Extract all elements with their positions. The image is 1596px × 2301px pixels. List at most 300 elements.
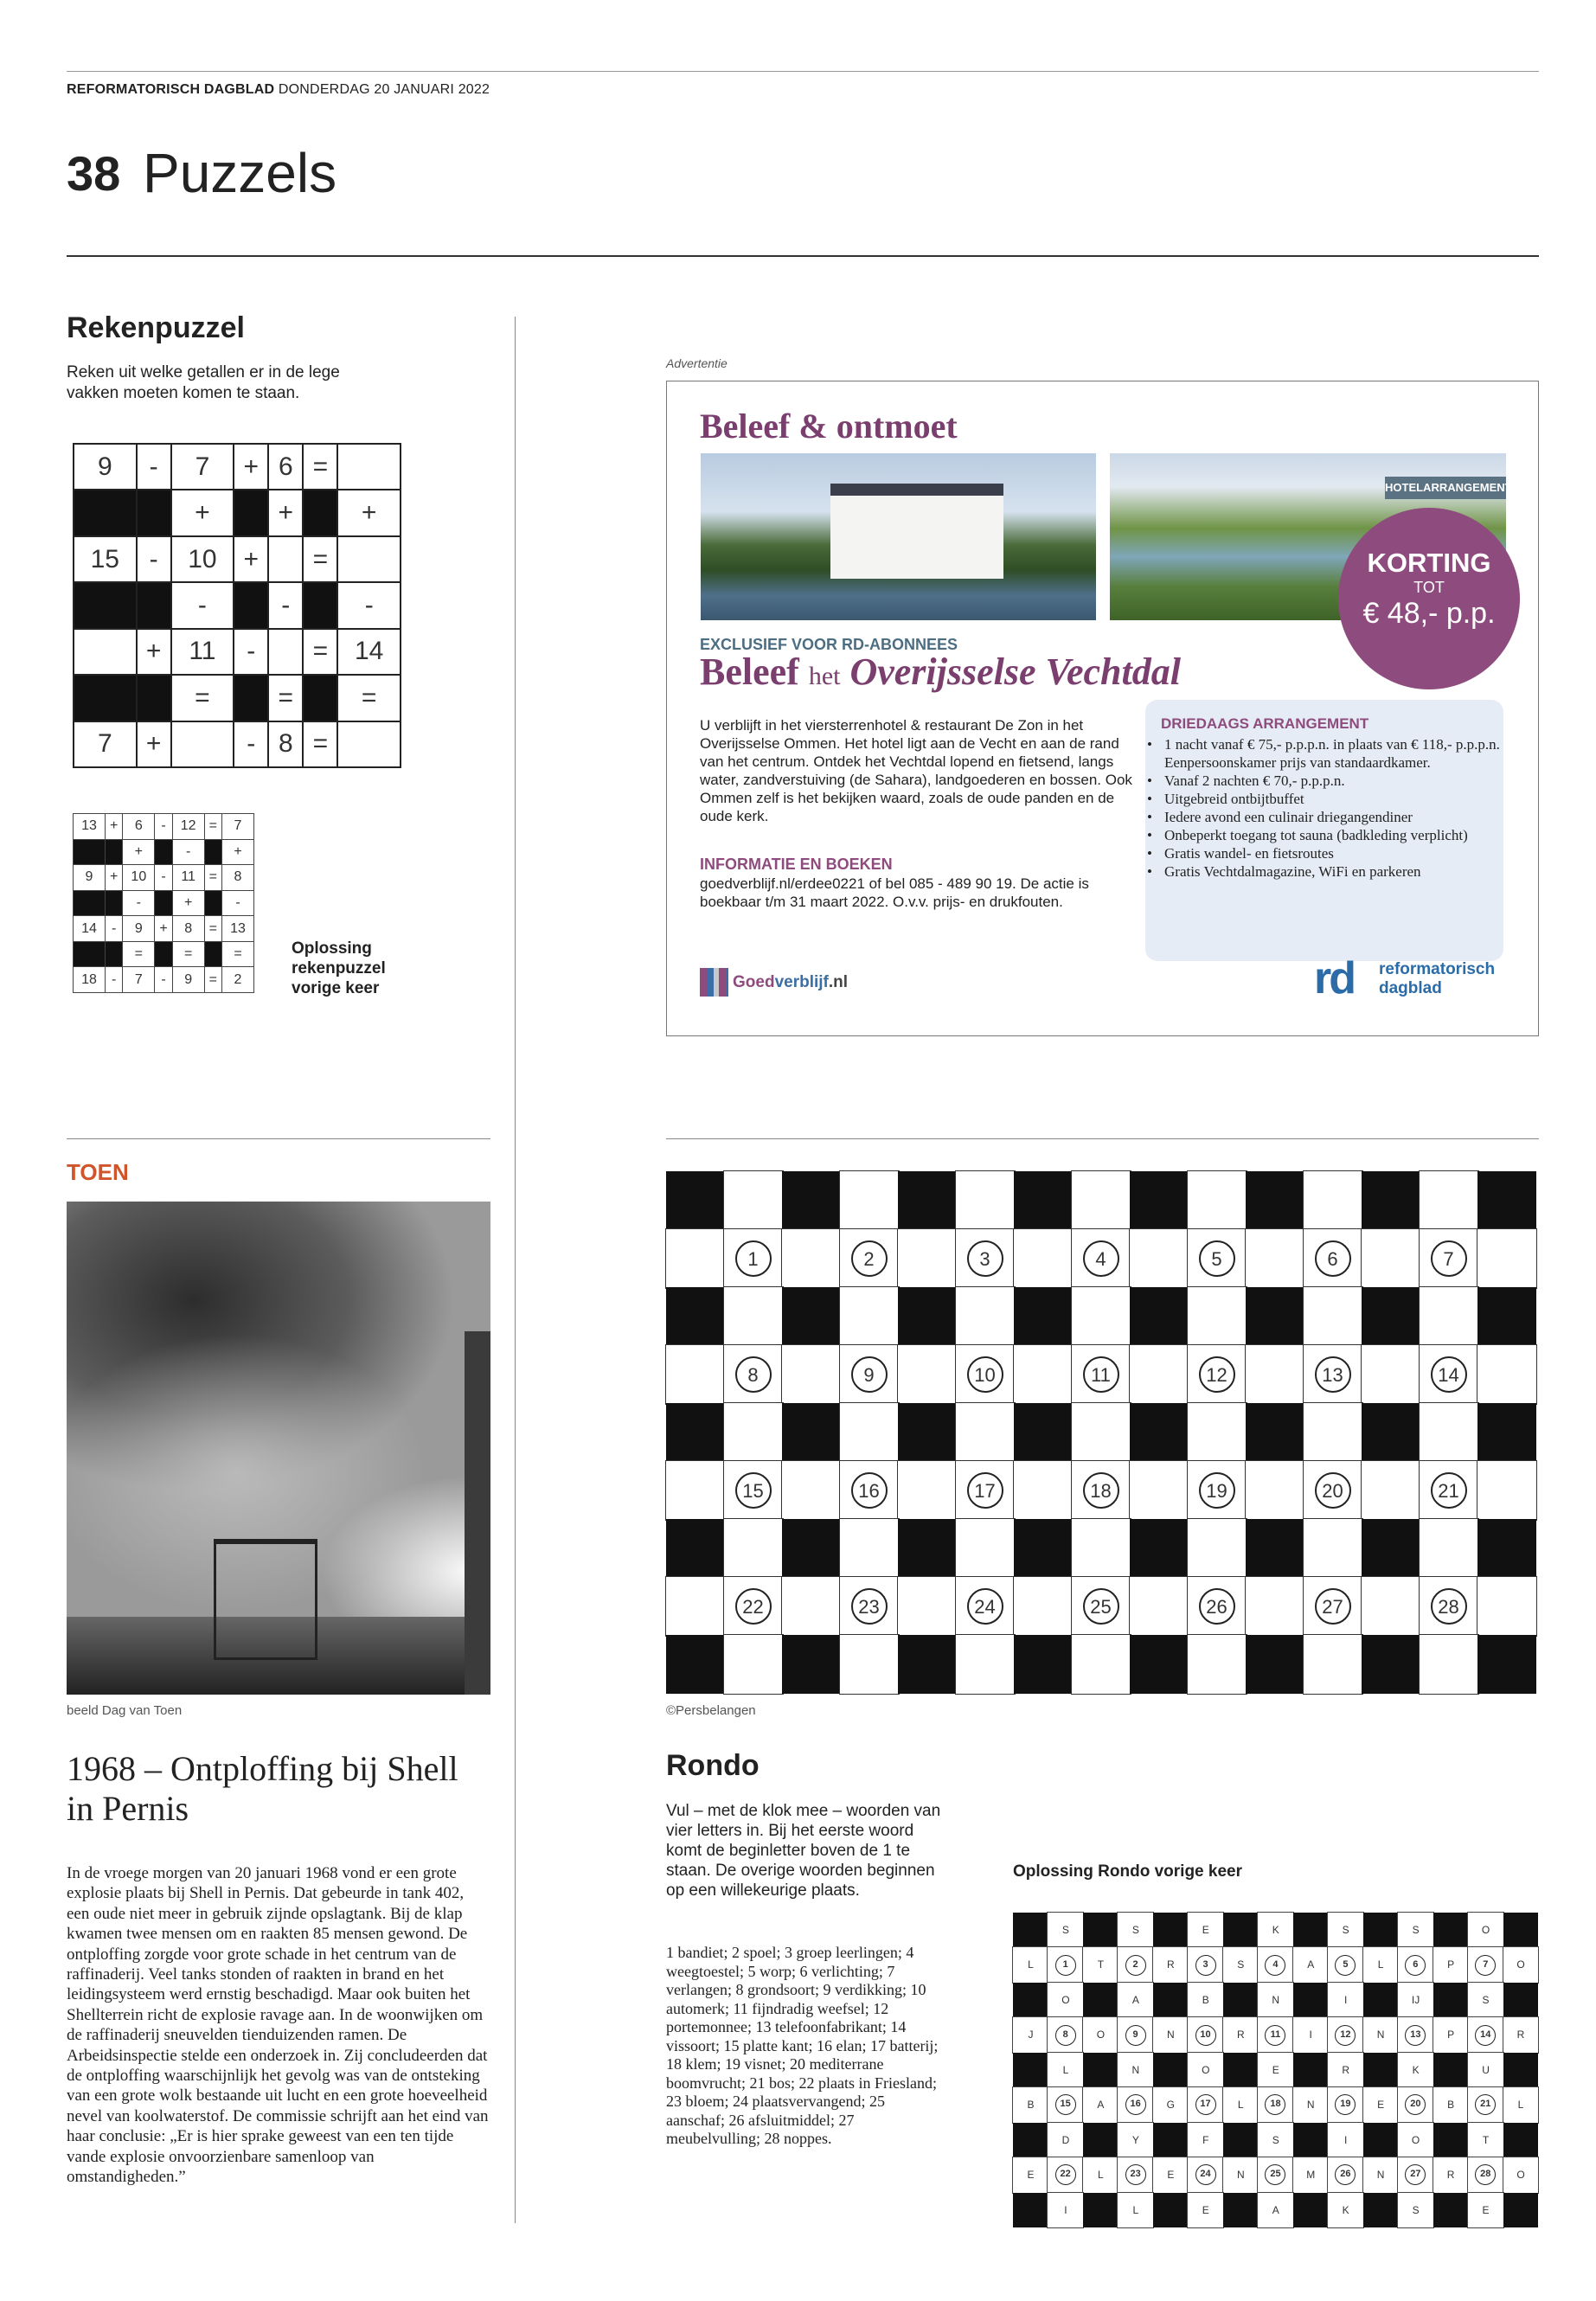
solution-number: 28 <box>1475 2164 1496 2185</box>
solution-cell: O <box>1468 1913 1503 1948</box>
grid-cell: - <box>105 967 122 993</box>
page-number: 38 <box>67 146 121 201</box>
grid-cell: = <box>204 916 221 942</box>
advert[interactable] <box>666 381 1539 1036</box>
black-cell <box>1293 2053 1329 2088</box>
rondo-number: 26 <box>1199 1588 1235 1625</box>
rondo-cell[interactable] <box>1130 1229 1189 1288</box>
grid-row <box>74 941 254 967</box>
black-cell <box>666 1287 725 1346</box>
black-cell <box>782 1287 841 1346</box>
grid-cell: 11 <box>172 865 204 891</box>
rondo-number: 23 <box>851 1588 888 1625</box>
black-cell <box>1223 2053 1259 2088</box>
black-cell <box>1362 1171 1420 1230</box>
solution-cell <box>1048 2017 1083 2053</box>
solution-cell: E <box>1468 2193 1503 2228</box>
black-cell <box>1503 1913 1539 1948</box>
rondo-credit: ©Persbelangen <box>666 1703 756 1718</box>
solution-cell: A <box>1258 2193 1293 2228</box>
rondo-cell[interactable] <box>1420 1403 1478 1462</box>
rondo-cell[interactable] <box>1246 1345 1304 1404</box>
empty-cell[interactable] <box>268 629 303 675</box>
solution-cell: O <box>1083 2017 1118 2053</box>
rondo-cell[interactable] <box>1014 1461 1073 1520</box>
solution-cell: N <box>1223 2157 1259 2193</box>
rondo-cell[interactable] <box>1304 1171 1362 1230</box>
black-cell <box>105 839 122 865</box>
black-cell <box>74 582 137 628</box>
solution-cell: L <box>1118 2193 1153 2228</box>
solution-cell <box>1468 2087 1503 2123</box>
grid-cell: = <box>172 941 204 967</box>
rondo-cell[interactable] <box>1072 1519 1131 1578</box>
solution-cell <box>1328 2017 1363 2053</box>
solution-cell <box>1328 2157 1363 2193</box>
black-cell <box>1433 2123 1469 2158</box>
solution-cell <box>1118 2017 1153 2053</box>
rondo-number: 18 <box>1083 1472 1119 1509</box>
black-cell <box>204 941 221 967</box>
rondo-number: 9 <box>851 1356 888 1393</box>
solution-cell <box>1118 2087 1153 2123</box>
empty-cell[interactable] <box>337 536 401 582</box>
grid-cell: 9 <box>172 967 204 993</box>
solution-number: 18 <box>1265 2094 1285 2115</box>
rondo-number: 20 <box>1315 1472 1351 1509</box>
rondo-cell[interactable] <box>1246 1229 1304 1288</box>
black-cell <box>666 1635 725 1694</box>
solution-number: 23 <box>1125 2164 1146 2185</box>
arrangement-item: • Iedere avond een culinair driegangendiner <box>1164 808 1503 826</box>
grid-cell: = <box>337 675 401 721</box>
rondo-cell[interactable] <box>1072 1287 1131 1346</box>
rondo-cell[interactable] <box>1477 1229 1536 1288</box>
rondo-cell[interactable] <box>1362 1461 1420 1520</box>
rondo-cell[interactable] <box>782 1577 841 1636</box>
black-cell <box>1153 2193 1189 2228</box>
rondo-cell[interactable] <box>956 1519 1015 1578</box>
black-cell <box>1362 1287 1420 1346</box>
black-cell <box>234 582 268 628</box>
black-cell <box>898 1635 957 1694</box>
rondo-cell[interactable] <box>666 1345 725 1404</box>
grid-cell: 14 <box>74 916 106 942</box>
solution-cell: N <box>1293 2087 1329 2123</box>
rondo-cell[interactable] <box>666 1229 725 1288</box>
solution-number: 5 <box>1335 1955 1356 1976</box>
solution-cell: I <box>1328 2123 1363 2158</box>
rondo-cell[interactable] <box>1072 1635 1131 1694</box>
logo-goed: Goed <box>733 973 775 991</box>
empty-cell[interactable] <box>337 444 401 490</box>
rondo-cell[interactable] <box>1130 1577 1189 1636</box>
solution-cell: K <box>1328 2193 1363 2228</box>
rondo-cell[interactable] <box>1014 1229 1073 1288</box>
black-cell <box>1246 1519 1304 1578</box>
rondo-cell[interactable] <box>1014 1345 1073 1404</box>
rondo-cell[interactable] <box>1130 1461 1189 1520</box>
rondo-cell[interactable] <box>782 1345 841 1404</box>
solution-number: 16 <box>1125 2094 1146 2115</box>
black-cell <box>1014 1171 1073 1230</box>
solution-cell: O <box>1503 2157 1539 2193</box>
rondo-grid[interactable] <box>666 1171 1535 1693</box>
black-cell <box>1363 1983 1399 2018</box>
grid-cell: 10 <box>171 536 234 582</box>
solution-cell: I <box>1293 2017 1329 2053</box>
rondo-cell[interactable] <box>782 1229 841 1288</box>
grid-cell: 7 <box>123 967 155 993</box>
korting-badge <box>1338 508 1520 689</box>
grid-cell: - <box>234 721 268 767</box>
black-cell <box>666 1519 725 1578</box>
solution-cell: O <box>1188 2053 1223 2088</box>
grid-cell: 9 <box>74 444 137 490</box>
rondo-number: 24 <box>967 1588 1003 1625</box>
solution-cell: T <box>1468 2123 1503 2158</box>
empty-cell[interactable] <box>171 721 234 767</box>
badge-tot: TOT <box>1413 579 1445 596</box>
black-cell <box>1363 2053 1399 2088</box>
rondo-cell[interactable] <box>1072 1171 1131 1230</box>
rondo-cell[interactable] <box>840 1287 899 1346</box>
black-cell <box>1433 2053 1469 2088</box>
grid-cell: 7 <box>221 814 253 840</box>
solution-cell: S <box>1048 1913 1083 1948</box>
rondo-cell[interactable] <box>956 1635 1015 1694</box>
solution-cell: R <box>1328 2053 1363 2088</box>
rondo-number: 2 <box>851 1240 888 1277</box>
black-cell <box>1013 1913 1048 1948</box>
solution-cell: E <box>1153 2157 1189 2193</box>
black-cell <box>1503 2123 1539 2158</box>
black-cell <box>1363 2193 1399 2228</box>
empty-cell[interactable] <box>268 536 303 582</box>
solution-cell: O <box>1503 1947 1539 1983</box>
grid-row <box>74 490 401 535</box>
rondo-cell[interactable] <box>1246 1577 1304 1636</box>
rondo-cell[interactable] <box>898 1577 957 1636</box>
solution-cell: O <box>1398 2123 1433 2158</box>
black-cell <box>1130 1519 1189 1578</box>
solution-cell: R <box>1223 2017 1259 2053</box>
solution-cell: S <box>1398 2193 1433 2228</box>
solution-cell <box>1468 1947 1503 1983</box>
solution-number: 1 <box>1055 1955 1076 1976</box>
arrangement-item: • Uitgebreid ontbijtbuffet <box>1164 790 1503 808</box>
rd-logo-text <box>1379 960 1495 998</box>
black-cell <box>204 839 221 865</box>
rondo-number: 4 <box>1083 1240 1119 1277</box>
grid-cell: 14 <box>337 629 401 675</box>
rondo-number: 25 <box>1083 1588 1119 1625</box>
toen-article: In de vroege morgen van 20 januari 1968 vond er een grote explosie plaats bij Shell in Pernis. Dat gebeurde in tank 402, een oude niet meer in gebruik zijnde opslagtank. Bij de klap kwamen twee mensen om en raakten 85 mensen gewond. De ontploffing zorgde voor grote schade in het centrum van de raffinaderij. Veel tanks stonden of raakten in brand en het leidingsysteem werd ernstig beschadigd. Maar ook buiten het Shellterrein richt de explosie ravage aan. In de woonwijken om de raffinaderij sneuvelden tienduizenden ramen. De Arbeidsinspectie stelde een onderzoek in. Zij concludeerden dat de ontploffing waarschijnlijk het gevolg was van de ontsteking van een grote wolk bestaande uit lucht en een grote hoeveelheid nevel van koolwaterstof. De commissie schrijft aan het eind van haar conclusie: „Er is hier sprake geweest van een ten tijde vande explosie onvoorzienbare samenloop van omstandigheden.” <box>67 1864 489 2187</box>
rondo-cell[interactable] <box>1188 1287 1247 1346</box>
solution-number: 14 <box>1475 2025 1496 2046</box>
empty-cell[interactable] <box>337 721 401 767</box>
rondo-cell[interactable] <box>1420 1519 1478 1578</box>
grid-cell: = <box>171 675 234 721</box>
black-cell <box>1130 1635 1189 1694</box>
black-cell <box>1433 1983 1469 2018</box>
solution-cell: D <box>1048 2123 1083 2158</box>
grid-cell: 10 <box>123 865 155 891</box>
solution-number: 7 <box>1475 1955 1496 1976</box>
hotel-photo <box>701 453 1096 620</box>
grid-cell: + <box>155 916 172 942</box>
solution-cell: S <box>1468 1983 1503 2018</box>
sub-vechtdal: Overijsselse Vechtdal <box>849 651 1181 693</box>
grid-cell: + <box>337 490 401 535</box>
black-cell <box>234 490 268 535</box>
grid-cell: 11 <box>171 629 234 675</box>
solution-cell: B <box>1013 2087 1048 2123</box>
solution-cell: K <box>1258 1913 1293 1948</box>
black-cell <box>137 490 171 535</box>
rondo-cell[interactable] <box>1188 1635 1247 1694</box>
empty-cell[interactable] <box>74 629 137 675</box>
rondo-number: 12 <box>1199 1356 1235 1393</box>
black-cell <box>1014 1287 1073 1346</box>
solution-cell <box>1258 2017 1293 2053</box>
rondo-cell[interactable] <box>1188 1519 1247 1578</box>
grid-cell: - <box>137 444 171 490</box>
rondo-number: 27 <box>1315 1588 1351 1625</box>
rondo-title: Rondo <box>666 1749 760 1782</box>
black-cell <box>1433 2193 1469 2228</box>
rondo-cell[interactable] <box>1304 1519 1362 1578</box>
arrangement-box <box>1145 700 1503 961</box>
rondo-cell[interactable] <box>1304 1635 1362 1694</box>
solution-cell: N <box>1363 2017 1399 2053</box>
black-cell <box>105 890 122 916</box>
black-cell <box>782 1171 841 1230</box>
rondo-cell[interactable] <box>1304 1287 1362 1346</box>
grid-cell: 9 <box>74 865 106 891</box>
rondo-cell[interactable] <box>1420 1635 1478 1694</box>
grid-cell: - <box>137 536 171 582</box>
rondo-cell[interactable] <box>1246 1461 1304 1520</box>
toen-label: TOEN <box>67 1159 129 1185</box>
issue-date: DONDERDAG 20 JANUARI 2022 <box>278 82 490 97</box>
arrangement-title: DRIEDAAGS ARRANGEMENT <box>1161 715 1369 732</box>
black-cell <box>1014 1519 1073 1578</box>
advert-subheadline <box>700 650 1181 694</box>
grid-cell: = <box>303 721 337 767</box>
rondo-cell[interactable] <box>1188 1171 1247 1230</box>
rondo-cell[interactable] <box>666 1461 725 1520</box>
rondo-cell[interactable] <box>840 1403 899 1462</box>
black-cell <box>1477 1635 1536 1694</box>
rondo-cell[interactable] <box>1420 1287 1478 1346</box>
grid-cell: = <box>123 941 155 967</box>
advert-exclusive: EXCLUSIEF VOOR RD-ABONNEES <box>700 636 958 653</box>
solution-number: 20 <box>1405 2094 1426 2115</box>
black-cell <box>1503 2053 1539 2088</box>
solution-cell: A <box>1118 1983 1153 2018</box>
black-cell <box>898 1403 957 1462</box>
rondo-cell[interactable] <box>1304 1403 1362 1462</box>
rondo-cell[interactable] <box>724 1519 783 1578</box>
rondo-cell[interactable] <box>1014 1577 1073 1636</box>
rondo-cell[interactable] <box>1420 1171 1478 1230</box>
black-cell <box>1013 2053 1048 2088</box>
solution-cell: A <box>1083 2087 1118 2123</box>
solution-cell: L <box>1048 2053 1083 2088</box>
rondo-cell[interactable] <box>724 1635 783 1694</box>
rondo-number: 21 <box>1431 1472 1467 1509</box>
rondo-intro: Vul – met de klok mee – woorden van vier letters in. Bij het eerste woord komt de beginletter boven de 1 te staan. De overige woorden beginnen op een willekeurige plaats. <box>666 1802 941 1900</box>
solution-cell <box>1398 2087 1433 2123</box>
black-cell <box>105 941 122 967</box>
rondo-cell[interactable] <box>840 1171 899 1230</box>
solution-number: 6 <box>1405 1955 1426 1976</box>
solution-cell: B <box>1433 2087 1469 2123</box>
rekenpuzzel-grid[interactable] <box>73 443 401 768</box>
solution-number: 19 <box>1335 2094 1356 2115</box>
solution-cell: E <box>1013 2157 1048 2193</box>
solution-cell: N <box>1118 2053 1153 2088</box>
solution-cell <box>1188 2087 1223 2123</box>
solution-cell: B <box>1188 1983 1223 2018</box>
solution-cell: L <box>1363 1947 1399 1983</box>
solution-cell: U <box>1468 2053 1503 2088</box>
grid-cell: 6 <box>268 444 303 490</box>
grid-cell: = <box>221 941 253 967</box>
grid-row <box>74 814 254 840</box>
rondo-cell[interactable] <box>1362 1345 1420 1404</box>
rondo-cell[interactable] <box>840 1635 899 1694</box>
paper-name: REFORMATORISCH DAGBLAD <box>67 82 275 97</box>
advert-label: Advertentie <box>666 356 727 370</box>
grid-cell: - <box>155 865 172 891</box>
grid-cell: - <box>123 890 155 916</box>
solution-cell: N <box>1363 2157 1399 2193</box>
black-cell <box>1223 1983 1259 2018</box>
rondo-cell[interactable] <box>782 1461 841 1520</box>
black-cell <box>1130 1171 1189 1230</box>
solution-cell: N <box>1153 2017 1189 2053</box>
solution-cell <box>1258 2087 1293 2123</box>
arrangement-item: • 1 nacht vanaf € 75,- p.p.p.n. in plaats van € 118,- p.p.p.n. Eenpersoonskamer prijs van standaardkamer. <box>1164 735 1503 772</box>
grid-row <box>74 582 401 628</box>
rondo-cell[interactable] <box>1130 1345 1189 1404</box>
rondo-cell[interactable] <box>840 1519 899 1578</box>
solution-number: 12 <box>1335 2025 1356 2046</box>
black-cell <box>303 490 337 535</box>
black-cell <box>1503 2193 1539 2228</box>
grid-row <box>74 675 401 721</box>
rondo-cell[interactable] <box>1362 1229 1420 1288</box>
grid-cell: 12 <box>172 814 204 840</box>
grid-cell: + <box>268 490 303 535</box>
grid-cell: - <box>155 814 172 840</box>
grid-row <box>74 839 254 865</box>
advert-info-body[interactable]: goedverblijf.nl/erdee0221 of bel 085 - 489 90 19. De actie is boekbaar t/m 31 maart 2022. O.v.v. prijs- en drukfouten. <box>700 875 1089 910</box>
rondo-cell[interactable] <box>724 1171 783 1230</box>
black-cell <box>1153 2123 1189 2158</box>
black-cell <box>782 1403 841 1462</box>
grid-cell: + <box>105 865 122 891</box>
solution-cell <box>1118 1947 1153 1983</box>
rondo-cell[interactable] <box>1072 1403 1131 1462</box>
arrangement-item: • Onbeperkt toegang tot sauna (badkleding verplicht) <box>1164 826 1503 844</box>
black-cell <box>1477 1171 1536 1230</box>
advert-headline: Beleef & ontmoet <box>700 407 958 445</box>
solution-cell <box>1328 1947 1363 1983</box>
rondo-number: 14 <box>1431 1356 1467 1393</box>
grid-cell: + <box>137 721 171 767</box>
black-cell <box>137 675 171 721</box>
rekenpuzzel-title: Rekenpuzzel <box>67 311 245 344</box>
grid-cell: - <box>234 629 268 675</box>
black-cell <box>1014 1635 1073 1694</box>
black-cell <box>1293 2193 1329 2228</box>
rondo-cell[interactable] <box>956 1171 1015 1230</box>
toen-title: 1968 – Ontploffing bij Shell in Pernis <box>67 1749 458 1828</box>
grid-cell: + <box>234 536 268 582</box>
black-cell <box>1223 1913 1259 1948</box>
rondo-cell[interactable] <box>1477 1461 1536 1520</box>
solution-cell <box>1468 2017 1503 2053</box>
black-cell <box>1153 2053 1189 2088</box>
grid-row <box>74 865 254 891</box>
solution-number: 8 <box>1055 2025 1076 2046</box>
grid-cell: = <box>204 967 221 993</box>
rondo-cell[interactable] <box>898 1229 957 1288</box>
rondo-cell[interactable] <box>724 1287 783 1346</box>
black-cell <box>155 890 172 916</box>
sub-het: het <box>808 662 841 690</box>
goedverblijf-logo[interactable] <box>733 973 848 992</box>
rondo-cell[interactable] <box>724 1403 783 1462</box>
rondo-cell[interactable] <box>1362 1577 1420 1636</box>
arrangement-list <box>1145 735 1503 881</box>
rondo-cell[interactable] <box>898 1461 957 1520</box>
rondo-cell[interactable] <box>1477 1345 1536 1404</box>
black-cell <box>74 890 106 916</box>
rondo-cell[interactable] <box>1477 1577 1536 1636</box>
rondo-solution-label: Oplossing Rondo vorige keer <box>1013 1862 1242 1881</box>
rondo-cell[interactable] <box>666 1577 725 1636</box>
black-cell <box>137 582 171 628</box>
solution-cell <box>1188 1947 1223 1983</box>
grid-row <box>74 444 401 490</box>
black-cell <box>1013 1983 1048 2018</box>
grid-cell: = <box>303 536 337 582</box>
black-cell <box>1293 2123 1329 2158</box>
black-cell <box>1223 2193 1259 2228</box>
rondo-number: 28 <box>1431 1588 1467 1625</box>
grid-cell: - <box>155 967 172 993</box>
black-cell <box>782 1519 841 1578</box>
grid-cell: + <box>171 490 234 535</box>
rondo-cell[interactable] <box>898 1345 957 1404</box>
solution-cell: L <box>1503 2087 1539 2123</box>
solution-cell: S <box>1258 2123 1293 2158</box>
black-cell <box>204 890 221 916</box>
rondo-cell[interactable] <box>956 1287 1015 1346</box>
black-cell <box>898 1519 957 1578</box>
black-cell <box>1477 1519 1536 1578</box>
black-cell <box>1013 2193 1048 2228</box>
solution-number: 22 <box>1055 2164 1076 2185</box>
grid-cell: 6 <box>123 814 155 840</box>
rondo-cell[interactable] <box>956 1403 1015 1462</box>
rondo-cell[interactable] <box>1188 1403 1247 1462</box>
black-cell <box>74 941 106 967</box>
